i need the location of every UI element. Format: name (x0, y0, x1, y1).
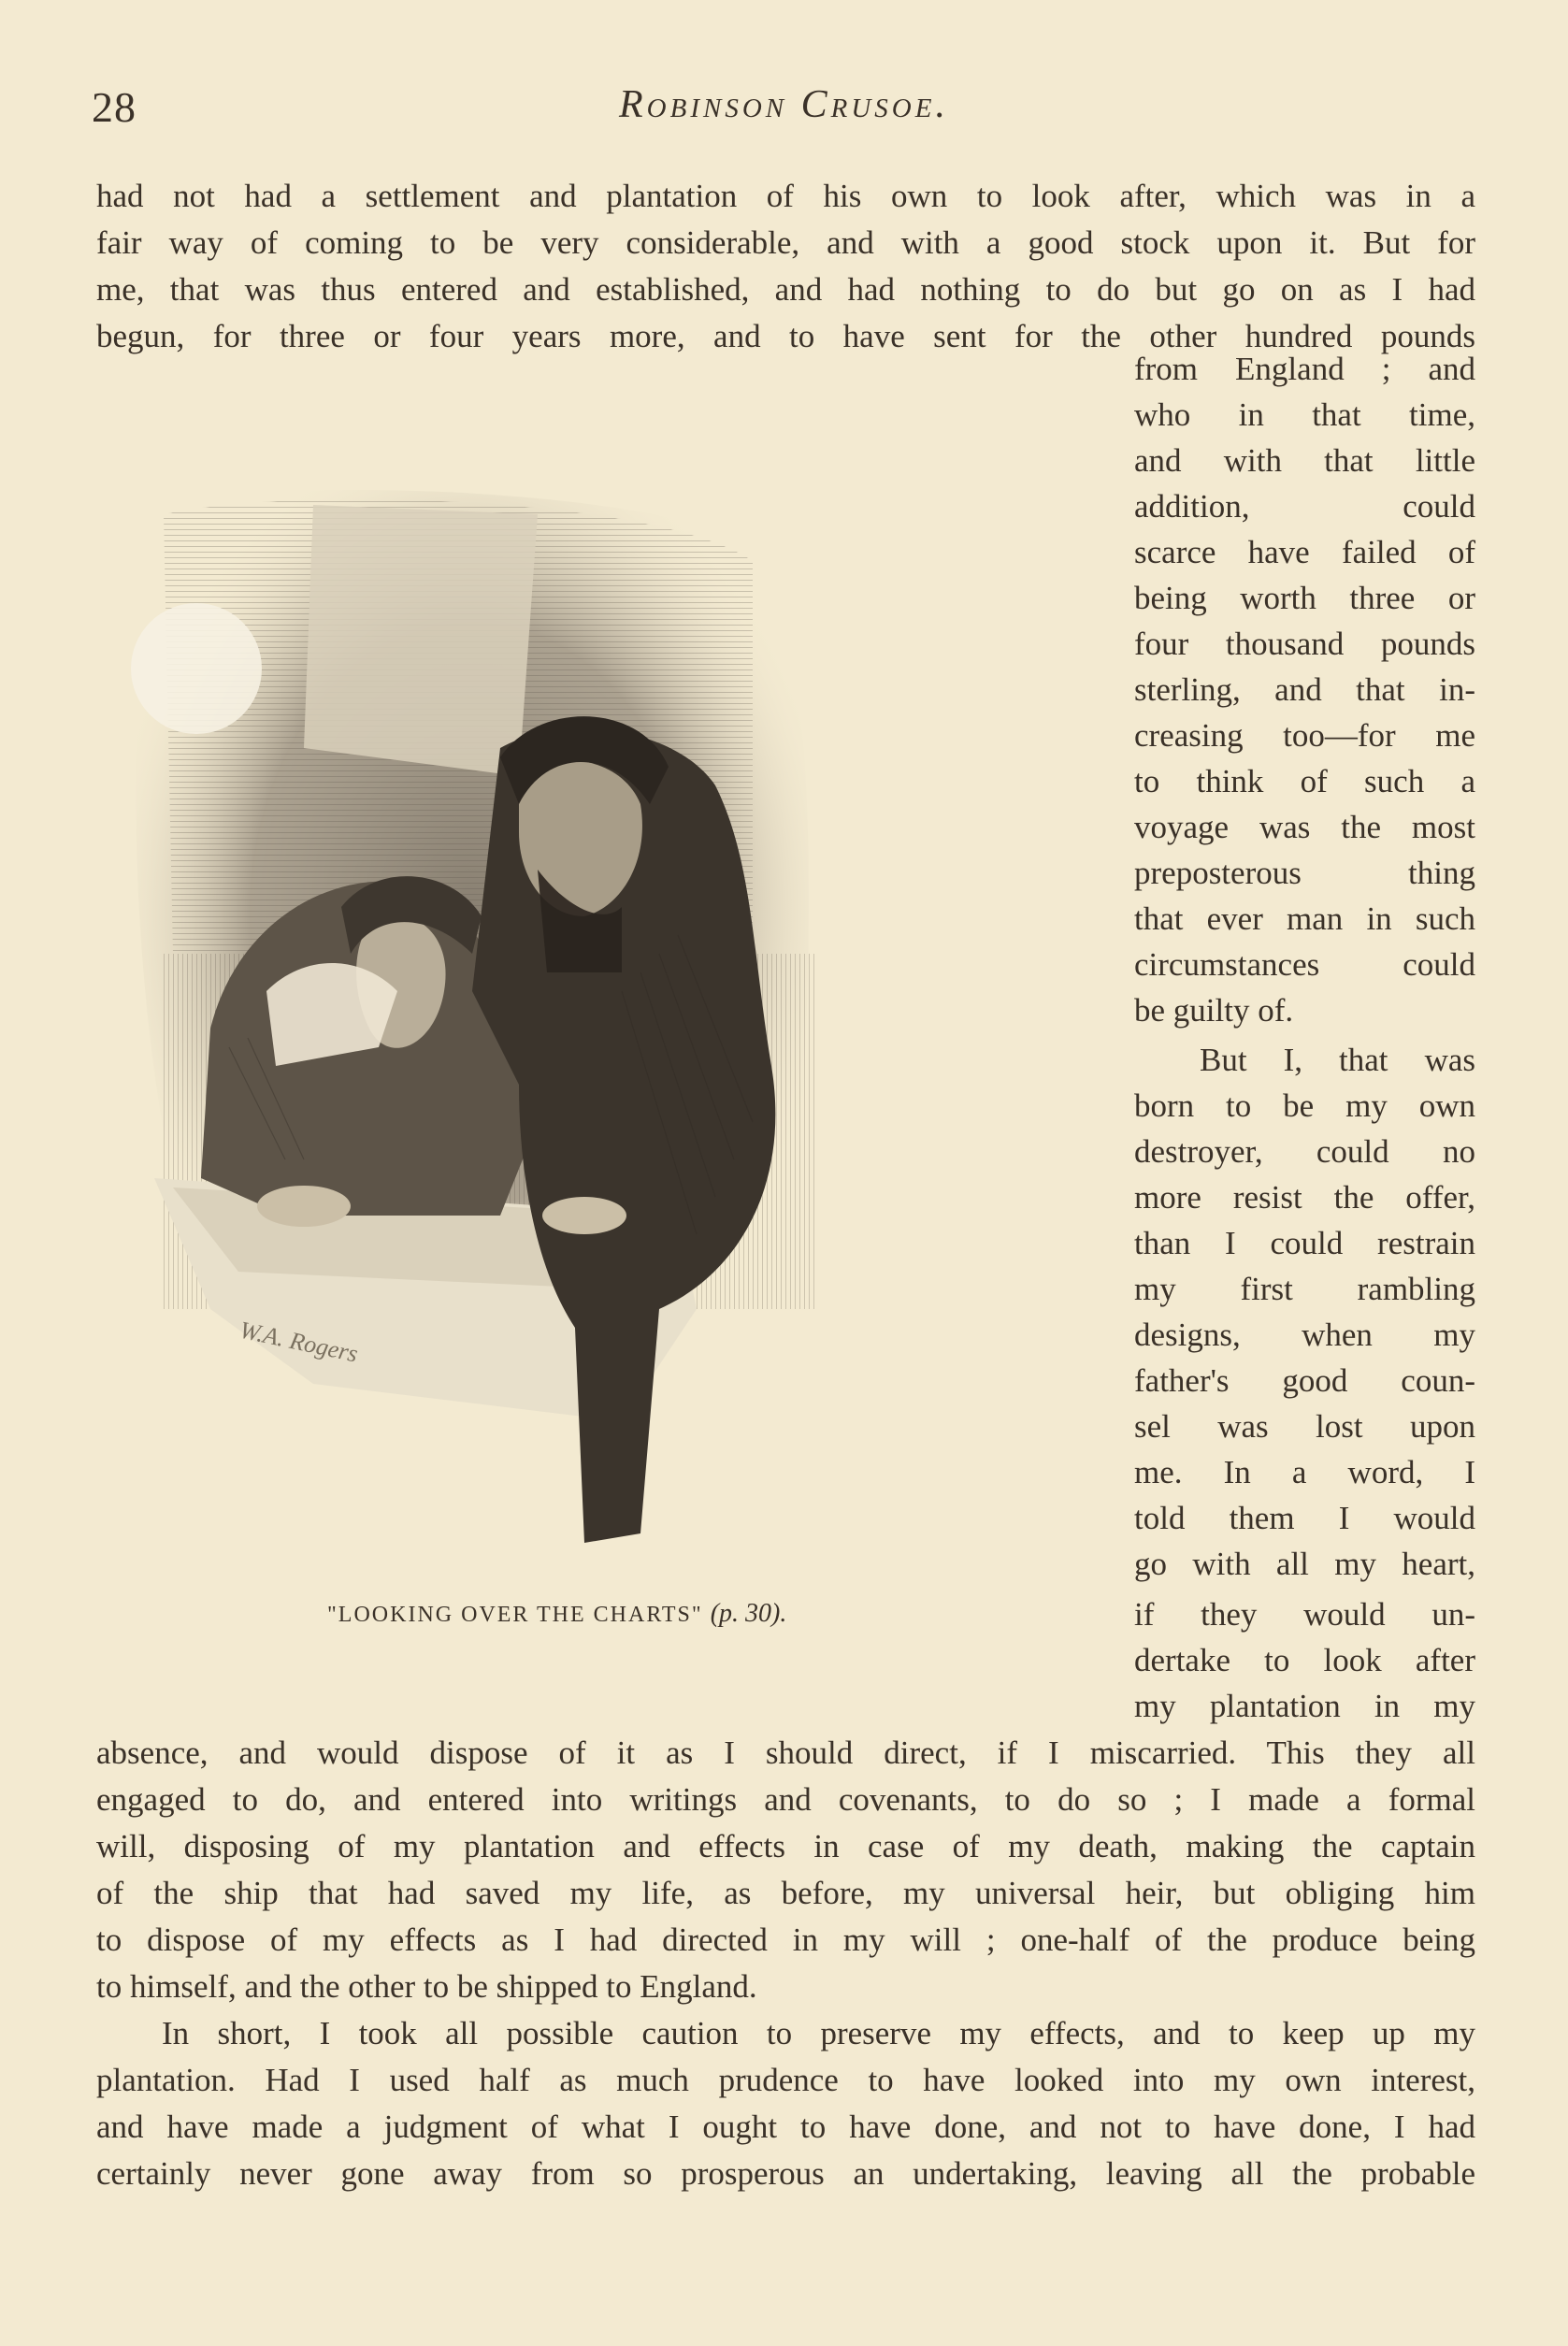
illustration-caption (327, 1599, 786, 1629)
body-text-line: circumstances could (1134, 946, 1475, 983)
body-text-line: me, that was thus entered and established, and had nothing to do but go on as I had (96, 271, 1475, 308)
body-text-line: fair way of coming to be very considerable, and with a good stock upon it. But for (96, 224, 1475, 261)
engraving-illustration (98, 468, 1113, 1599)
body-text-line: certainly never gone away from so prosperous an undertaking, leaving all the probable (96, 2155, 1475, 2192)
body-text-line: sterling, and that in- (1134, 671, 1475, 708)
body-text-line: preposterous thing (1134, 855, 1475, 891)
page-header (0, 75, 1568, 140)
body-text-line: scarce have failed of (1134, 534, 1475, 570)
body-text-line: my first rambling (1134, 1271, 1475, 1307)
body-text-line: engaged to do, and entered into writings and covenants, to do so ; I made a formal (96, 1781, 1475, 1818)
body-text-line: absence, and would dispose of it as I should direct, if I miscarried. This they all (96, 1734, 1475, 1771)
body-text-line: told them I would (1134, 1500, 1475, 1536)
body-text-line: and with that little (1134, 442, 1475, 479)
body-text-line: designs, when my (1134, 1317, 1475, 1353)
page-number: 28 (92, 83, 137, 131)
caption-page-reference: (p. 30). (710, 1599, 787, 1628)
body-text-line: will, disposing of my plantation and effects in case of my death, making the captain (96, 1828, 1475, 1864)
body-text-line: more resist the offer, (1134, 1179, 1475, 1216)
body-text-line: if they would un- (1134, 1596, 1475, 1633)
body-text-line: destroyer, could no (1134, 1133, 1475, 1170)
body-text-line: of the ship that had saved my life, as before, my universal heir, but obliging him (96, 1875, 1475, 1911)
body-text-line: me. In a word, I (1134, 1454, 1475, 1490)
body-text-line: sel was lost upon (1134, 1408, 1475, 1445)
looking-over-charts-engraving (98, 468, 1113, 1599)
body-text-line: In short, I took all possible caution to preserve my effects, and to keep up my (162, 2015, 1475, 2051)
body-text-line: But I, that was (1200, 1042, 1475, 1078)
body-text-line: that ever man in such (1134, 900, 1475, 937)
body-text-line: father's good coun- (1134, 1362, 1475, 1399)
body-text-line: dertake to look after (1134, 1642, 1475, 1678)
body-text-line: born to be my own (1134, 1087, 1475, 1124)
artist-signature: W.A. Rogers (237, 1316, 361, 1368)
body-text-line: than I could restrain (1134, 1225, 1475, 1261)
body-text-line: to think of such a (1134, 763, 1475, 799)
body-text-line: my plantation in my (1134, 1688, 1475, 1724)
body-text-line: and have made a judgment of what I ought to have done, and not to have done, I had (96, 2109, 1475, 2145)
body-text-line: to himself, and the other to be shipped to England. (96, 1968, 757, 2005)
body-text-line: four thousand pounds (1134, 626, 1475, 662)
body-text-line: being worth three or (1134, 580, 1475, 616)
body-text-line: begun, for three or four years more, and to have sent for the other hundred pounds (96, 318, 1475, 354)
caption-title: "LOOKING OVER THE CHARTS" (327, 1603, 703, 1627)
body-text-line: go with all my heart, (1134, 1546, 1475, 1582)
body-text-line: plantation. Had I used half as much prudence to have looked into my own interest, (96, 2062, 1475, 2098)
body-text-line: from England ; and (1134, 351, 1475, 387)
body-text-line: to dispose of my effects as I had directed in my will ; one-half of the produce being (96, 1921, 1475, 1958)
body-text-line: who in that time, (1134, 396, 1475, 433)
body-text-line: addition, could (1134, 488, 1475, 525)
body-text-line: voyage was the most (1134, 809, 1475, 845)
body-text-line: creasing too—for me (1134, 717, 1475, 754)
body-text-line: be guilty of. (1134, 992, 1294, 1029)
running-head: Robinson Crusoe. (619, 83, 949, 126)
body-text-line: had not had a settlement and plantation of his own to look after, which was in a (96, 178, 1475, 214)
